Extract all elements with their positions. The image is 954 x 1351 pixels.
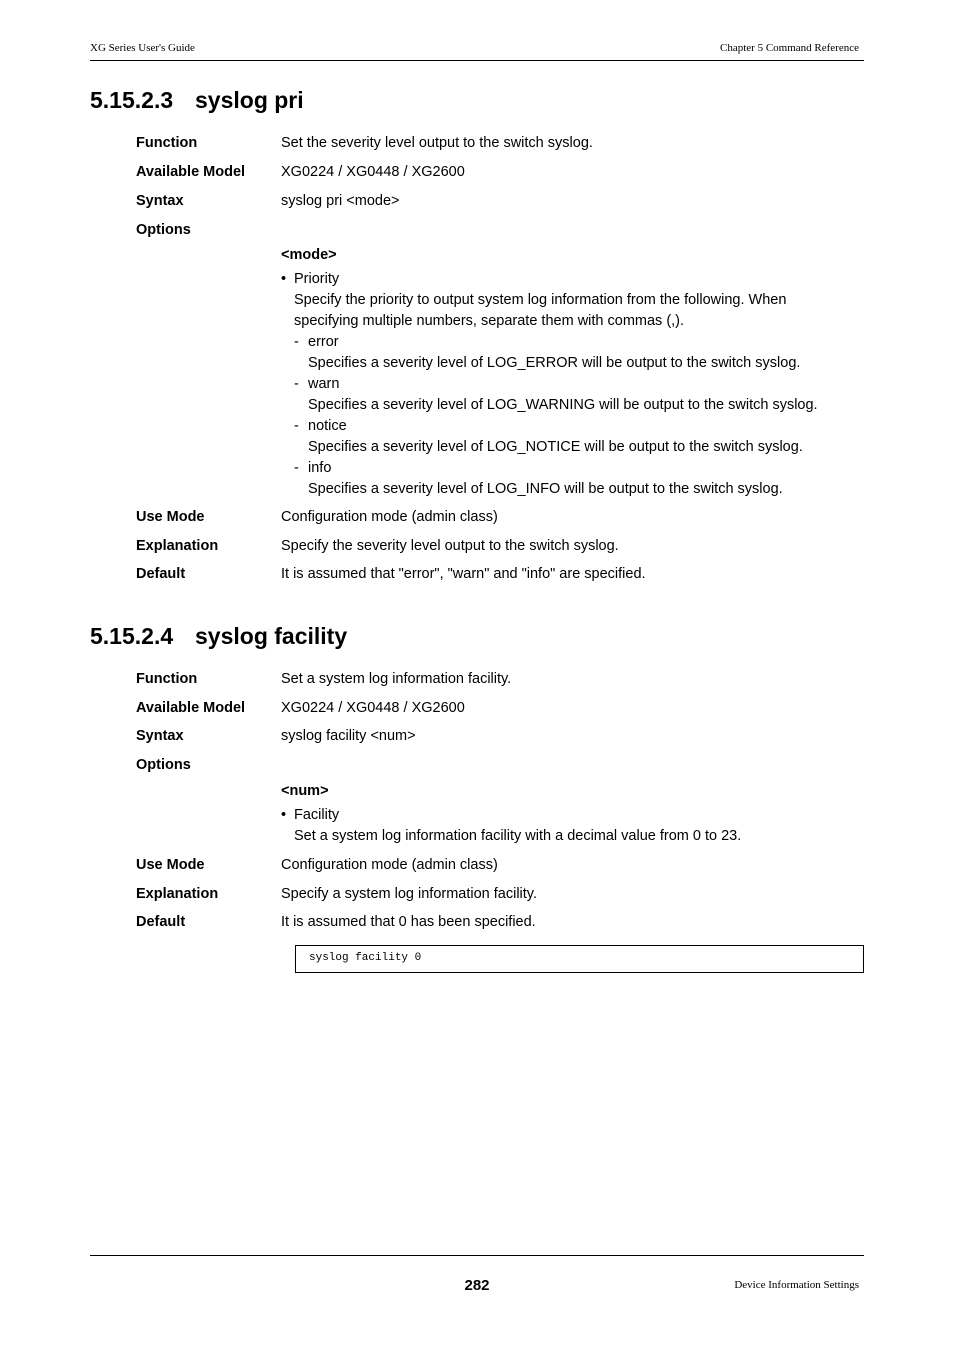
option-item-name: notice <box>308 418 347 434</box>
default-label: Default <box>136 566 186 582</box>
options-label: Options <box>136 757 191 773</box>
bullet-marker: • <box>281 271 287 287</box>
syntax-label: Syntax <box>136 193 184 209</box>
use-mode-label: Use Mode <box>136 857 205 873</box>
dash-marker: - <box>294 376 299 392</box>
option-item-notice <box>281 416 864 437</box>
use-mode-label: Use Mode <box>136 509 205 525</box>
option-item-name: error <box>308 334 339 350</box>
bullet-text: Priority <box>294 271 340 287</box>
available-model-value: XG0224 / XG0448 / XG2600 <box>281 700 465 716</box>
option-item-error <box>281 332 864 353</box>
section-heading <box>90 86 864 114</box>
header-rule <box>90 60 864 61</box>
default-label: Default <box>136 914 186 930</box>
dash-marker: - <box>294 418 299 434</box>
option-item-name: warn <box>308 376 340 392</box>
bullet-description: specifying multiple numbers, separate them with commas (,). <box>294 313 685 329</box>
section-title: syslog facility <box>195 623 348 649</box>
example-code-box <box>295 945 864 973</box>
section-title: syslog pri <box>195 87 304 113</box>
function-value: Set the severity level output to the switch syslog. <box>281 135 593 151</box>
available-model-label: Available Model <box>136 164 246 180</box>
option-bullet <box>281 805 864 826</box>
syntax-value: syslog pri <mode> <box>281 193 400 209</box>
option-item-info <box>281 458 864 479</box>
options-block <box>281 245 864 500</box>
syntax-value: syslog facility <num> <box>281 728 416 744</box>
footer-rule <box>90 1255 864 1256</box>
options-block <box>281 781 864 847</box>
use-mode-value: Configuration mode (admin class) <box>281 509 498 525</box>
option-name: <mode> <box>281 247 337 263</box>
option-bullet <box>281 269 864 290</box>
footer-section-title: Device Information Settings <box>734 1279 859 1291</box>
dash-marker: - <box>294 334 299 350</box>
syntax-label: Syntax <box>136 728 184 744</box>
options-label: Options <box>136 222 191 238</box>
section-syslog-facility <box>90 622 864 650</box>
option-item-warn <box>281 374 864 395</box>
available-model-label: Available Model <box>136 700 246 716</box>
header-guide-title: XG Series User's Guide <box>90 42 195 54</box>
bullet-text: Facility <box>294 807 340 823</box>
available-model-value: XG0224 / XG0448 / XG2600 <box>281 164 465 180</box>
section-number: 5.15.2.4 <box>90 623 174 649</box>
page-number-text: 282 <box>464 1277 490 1294</box>
default-value: It is assumed that 0 has been specified. <box>281 914 536 930</box>
section-number: 5.15.2.3 <box>90 87 174 113</box>
option-item-name: info <box>308 460 332 476</box>
dash-marker: - <box>294 460 299 476</box>
section-heading <box>90 622 864 650</box>
explanation-value: Specify the severity level output to the switch syslog. <box>281 538 619 554</box>
explanation-label: Explanation <box>136 538 219 554</box>
header-chapter-title: Chapter 5 Command Reference <box>720 42 859 54</box>
function-value: Set a system log information facility. <box>281 671 512 687</box>
use-mode-value: Configuration mode (admin class) <box>281 857 498 873</box>
function-label: Function <box>136 671 198 687</box>
function-label: Function <box>136 135 198 151</box>
bullet-description: Specify the priority to output system log information from the following. When <box>294 292 787 308</box>
explanation-value: Specify a system log information facility. <box>281 886 537 902</box>
explanation-label: Explanation <box>136 886 219 902</box>
section-syslog-pri <box>90 86 864 114</box>
option-item-description: Specifies a severity level of LOG_ERROR will be output to the switch syslog. <box>308 355 801 371</box>
default-value: It is assumed that "error", "warn" and "info" are specified. <box>281 566 646 582</box>
option-name: <num> <box>281 783 329 799</box>
bullet-marker: • <box>281 807 287 823</box>
option-item-description: Specifies a severity level of LOG_INFO will be output to the switch syslog. <box>308 481 783 497</box>
example-code: syslog facility 0 <box>309 952 422 964</box>
option-item-description: Specifies a severity level of LOG_NOTICE will be output to the switch syslog. <box>308 439 803 455</box>
option-item-description: Specifies a severity level of LOG_WARNING will be output to the switch syslog. <box>308 397 818 413</box>
bullet-description: Set a system log information facility with a decimal value from 0 to 23. <box>294 828 742 844</box>
